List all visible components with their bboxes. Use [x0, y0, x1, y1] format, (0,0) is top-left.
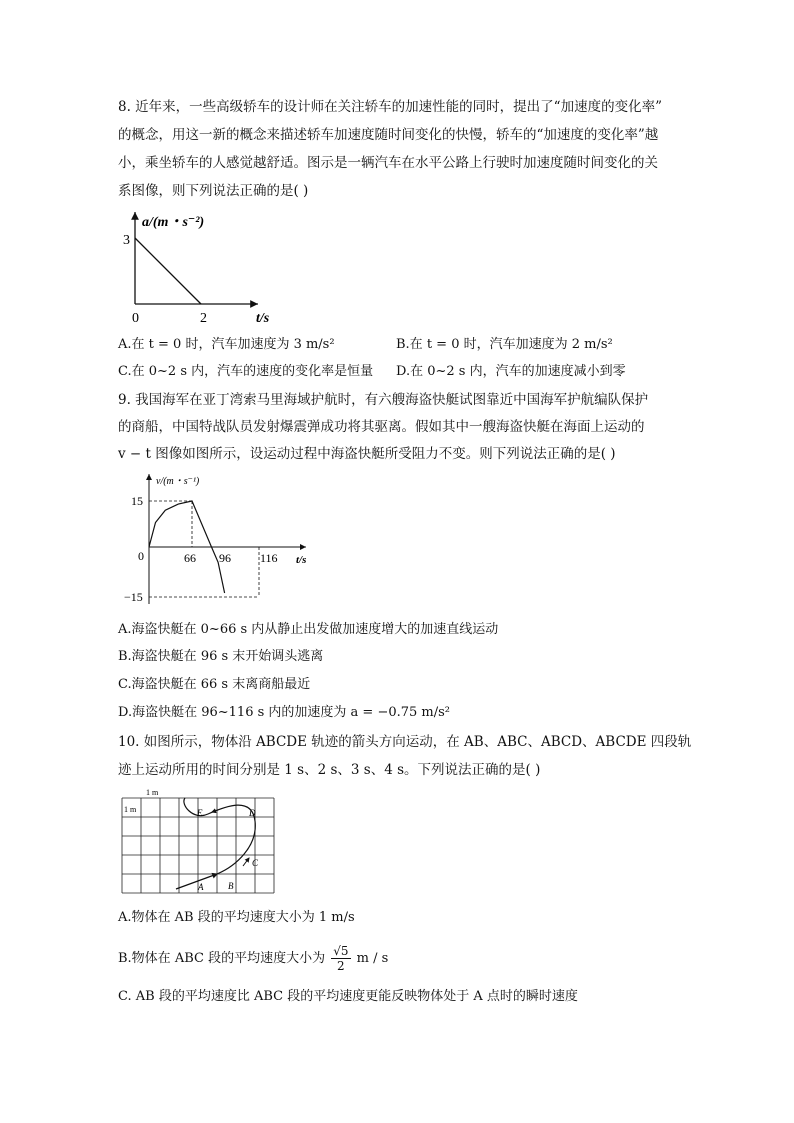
q10-line-1: 10. 如图所示，物体沿 ABCDE 轨迹的箭头方向运动，在 AB、ABC、ABCD、ABCDE 四段轨 — [118, 734, 692, 750]
q8-line-1: 8. 近年来，一些高级轿车的设计师在关注轿车的加速性能的同时，提出了“加速度的变化率” — [118, 99, 662, 115]
q10-point-a: A — [198, 882, 204, 892]
q8-y-label: a/(m・s⁻²) — [142, 215, 205, 230]
q8-option-c[interactable]: C.在 0~2 s 内，汽车的速度的变化率是恒量 — [118, 364, 374, 379]
q10-option-b-numerator: √5 — [333, 944, 349, 958]
q8-acceleration-graph — [118, 206, 288, 328]
q9-velocity-graph — [118, 470, 318, 610]
q10-scale-top: 1 m — [146, 788, 159, 797]
q9-x-label: t/s — [296, 554, 307, 566]
q10-point-e: E — [197, 808, 203, 818]
q9-y-label: v/(m・s⁻¹) — [156, 476, 200, 487]
q10-option-c[interactable]: C. AB 段的平均速度比 ABC 段的平均速度更能反映物体处于 A 点时的瞬时速度 — [118, 989, 578, 1004]
q8-line-2: 的概念，用这一新的概念来描述轿车加速度随时间变化的快慢，轿车的“加速度的变化率”越 — [118, 127, 659, 143]
q9-x-tick-116: 116 — [260, 551, 278, 565]
q8-x-tick-2: 2 — [200, 311, 207, 326]
q9-option-d[interactable]: D.海盗快艇在 96~116 s 内的加速度为 a = −0.75 m/s² — [118, 705, 451, 720]
q10-trajectory-ab — [176, 874, 217, 889]
q9-x-tick-96: 96 — [219, 551, 231, 565]
q9-y-tick-15: 15 — [131, 494, 143, 508]
q9-line-2: 的商船，中国特战队员发射爆震弹成功将其驱离。假如其中一艘海盗快艇在海面上运动的 — [118, 419, 645, 435]
q10-option-b-fraction — [331, 944, 350, 973]
q10-option-b[interactable] — [118, 944, 388, 973]
q9-option-b[interactable]: B.海盗快艇在 96 s 末开始调头逃离 — [118, 649, 324, 664]
q10-trajectory-grid — [118, 786, 278, 896]
q9-option-a[interactable]: A.海盗快艇在 0~66 s 内从静止出发做加速度增大的加速直线运动 — [118, 622, 499, 637]
q8-option-d[interactable]: D.在 0~2 s 内，汽车的加速度减小到零 — [396, 364, 626, 379]
q9-y-tick-neg15: −15 — [124, 590, 143, 604]
q10-scale-left: 1 m — [124, 805, 137, 814]
q10-option-b-text: B.物体在 ABC 段的平均速度大小为 — [118, 951, 326, 966]
q10-option-b-denominator: 2 — [337, 959, 345, 973]
q8-origin: 0 — [132, 311, 139, 326]
q9-line-3: v − t 图像如图所示，设运动过程中海盗快艇所受阻力不变。则下列说法正确的是( ) — [118, 446, 616, 462]
q10-arrow-to-c — [243, 858, 249, 866]
q10-option-a[interactable]: A.物体在 AB 段的平均速度大小为 1 m/s — [118, 910, 355, 925]
q10-point-b: B — [228, 881, 234, 891]
q10-line-2: 迹上运动所用的时间分别是 1 s、2 s、3 s、4 s。下列说法正确的是( ) — [118, 762, 541, 778]
q9-x-tick-66: 66 — [184, 551, 196, 565]
q8-line-4: 系图像，则下列说法正确的是( ) — [118, 183, 309, 199]
q8-line-3: 小，乘坐轿车的人感觉越舒适。图示是一辆汽车在水平公路上行驶时加速度随时间变化的关 — [118, 155, 658, 171]
q9-option-c[interactable]: C.海盗快艇在 66 s 末离商船最近 — [118, 677, 311, 692]
q9-line-1: 9. 我国海军在亚丁湾索马里海域护航时，有六艘海盗快艇试图靠近中国海军护航编队保护 — [118, 392, 649, 408]
q10-option-b-unit: m / s — [356, 951, 389, 966]
q8-x-label: t/s — [256, 311, 270, 326]
q9-origin: 0 — [138, 549, 144, 563]
q8-data-line — [135, 238, 201, 304]
q8-y-tick-3: 3 — [123, 233, 130, 248]
q10-point-d: D — [249, 808, 256, 818]
q8-option-a[interactable]: A.在 t = 0 时，汽车加速度为 3 m/s² — [118, 337, 335, 352]
q8-option-b[interactable]: B.在 t = 0 时，汽车加速度为 2 m/s² — [396, 337, 613, 352]
q10-point-c: C — [252, 858, 259, 868]
